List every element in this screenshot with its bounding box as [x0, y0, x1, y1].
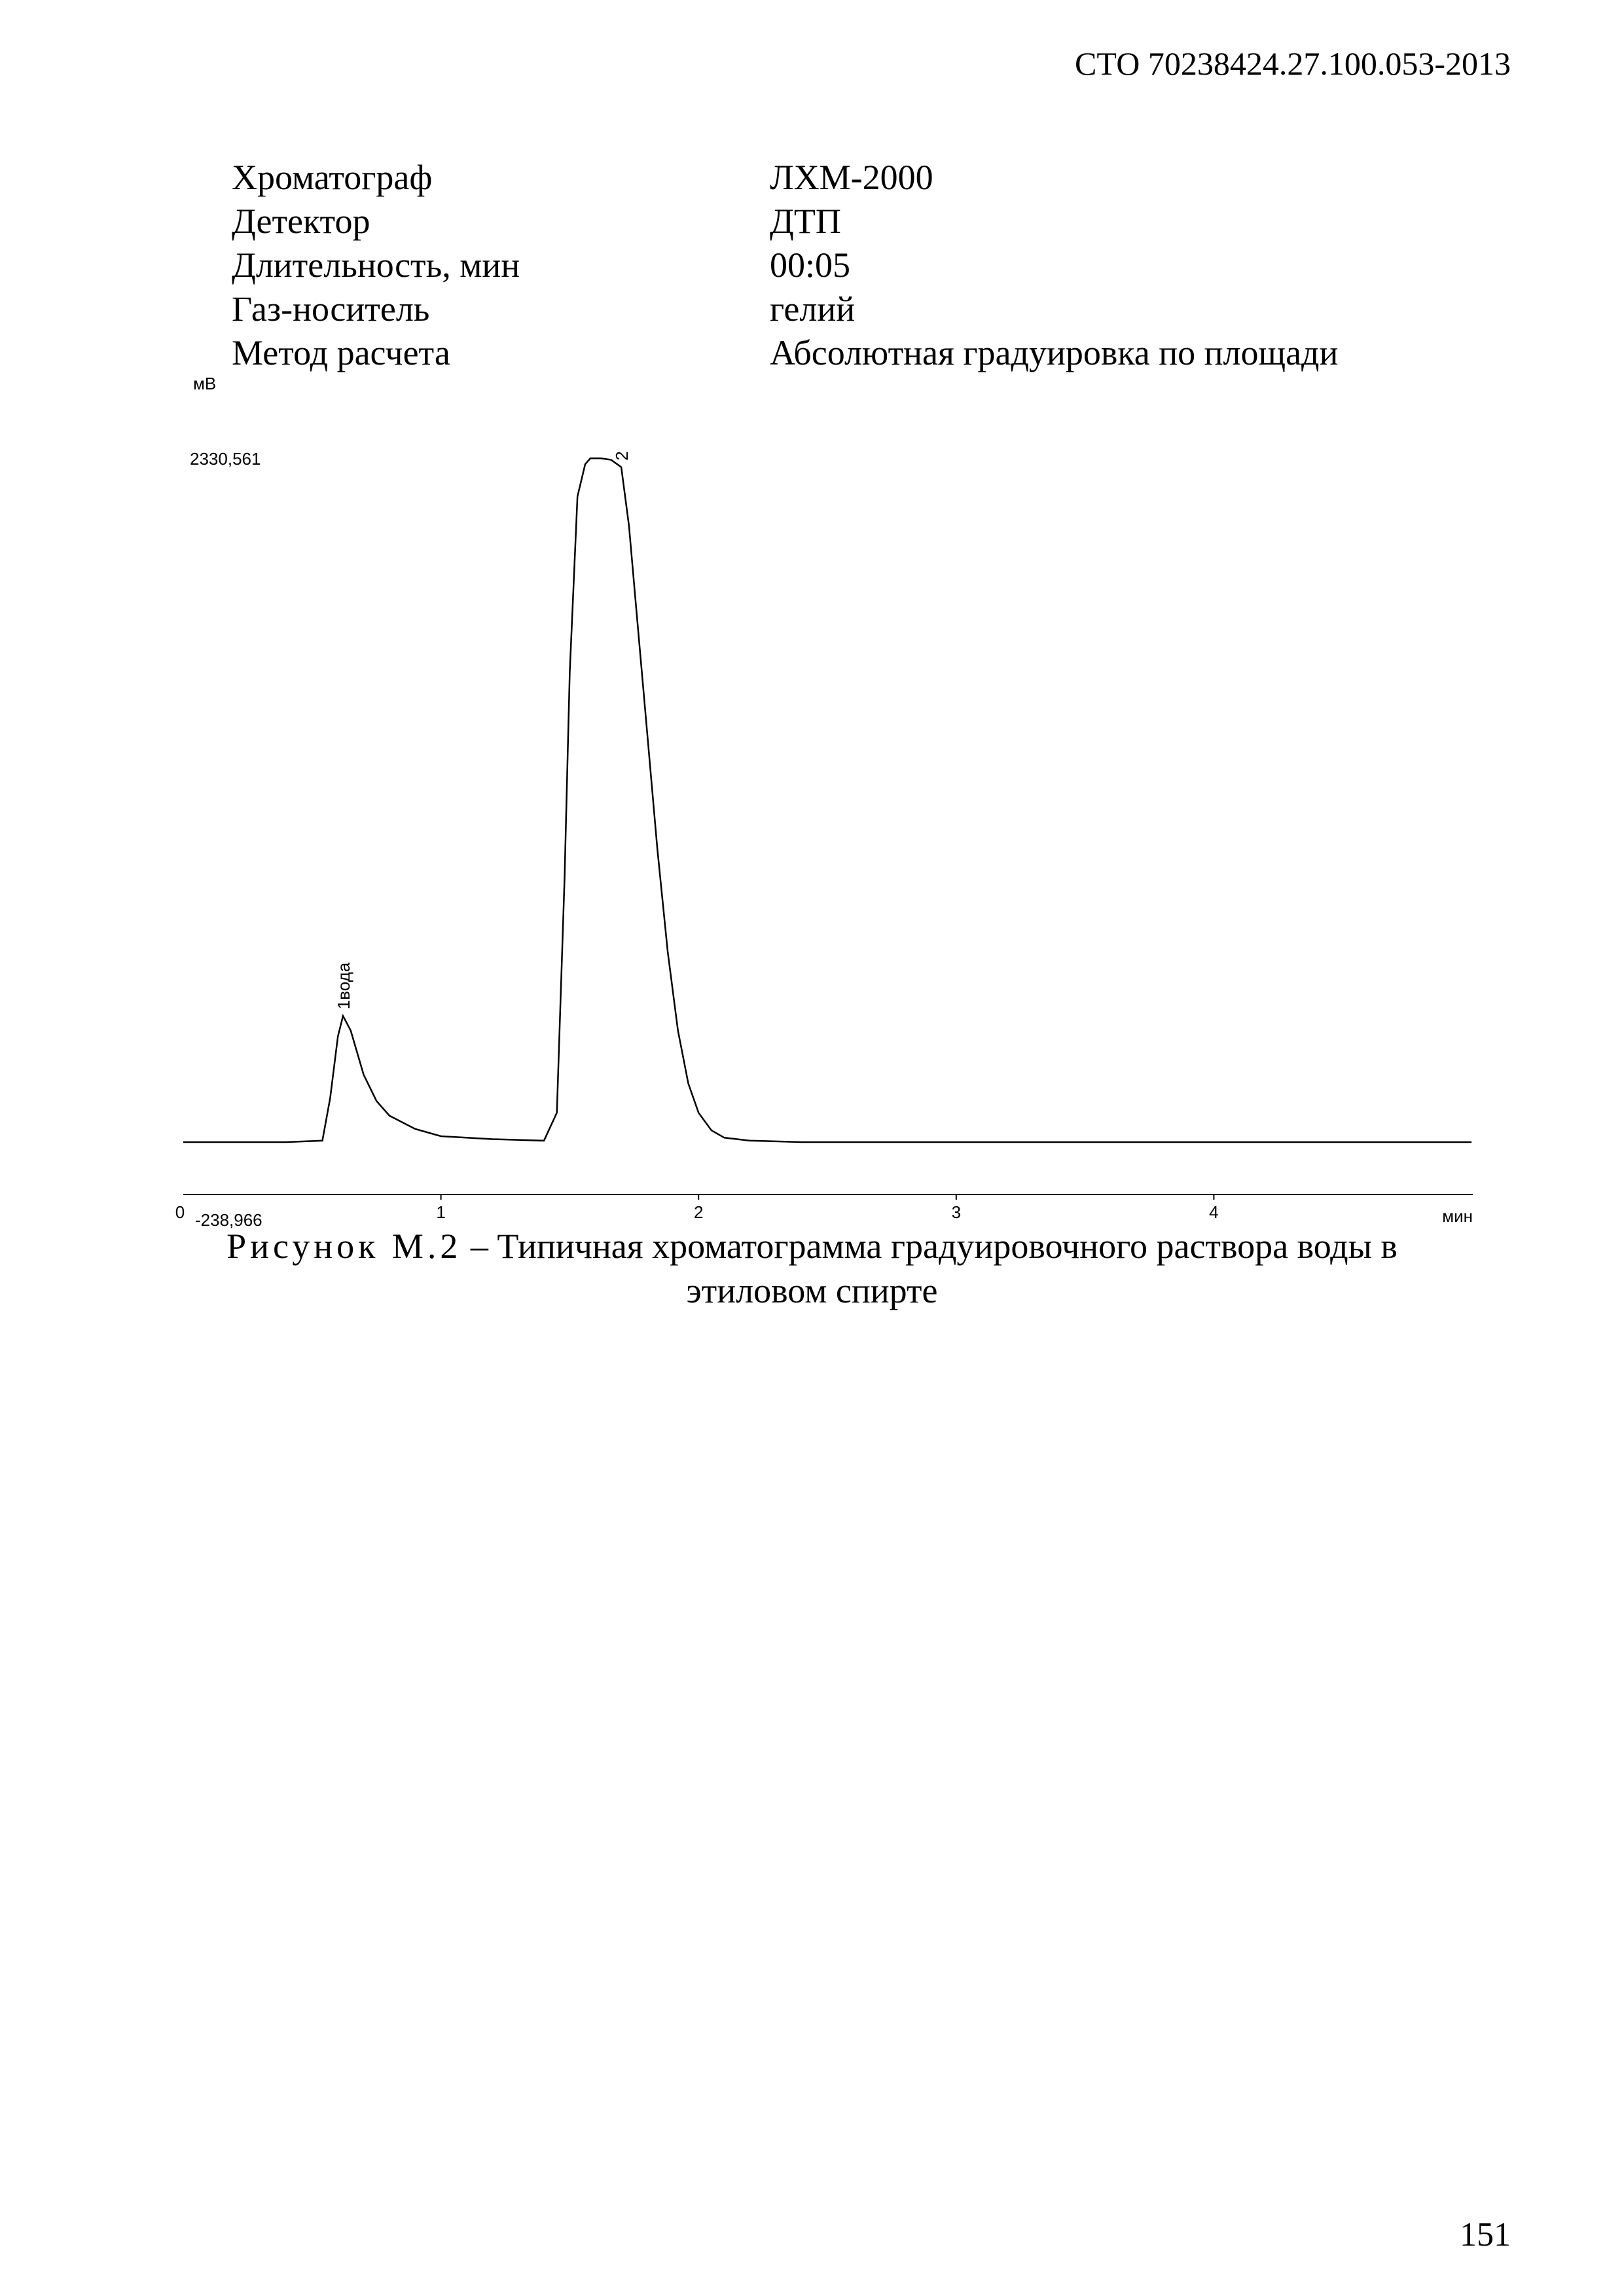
param-name: Детектор	[232, 202, 370, 241]
x-origin-label: 0	[175, 1202, 185, 1222]
chromatogram-trace	[183, 458, 1471, 1142]
x-tick-label: 3	[951, 1202, 962, 1222]
caption-text: – Типичная хроматограмма градуировочного раствора воды в	[470, 1227, 1398, 1266]
document-code: СТО 70238424.27.100.053-2013	[1075, 45, 1511, 82]
param-row	[232, 200, 1338, 243]
param-value: ЛХМ-2000	[770, 158, 933, 197]
param-name: Хроматограф	[232, 158, 433, 197]
y-max-label: 2330,561	[190, 449, 261, 469]
caption-line-2: этиловом спирте	[686, 1271, 938, 1310]
chromatogram-chart	[177, 370, 1486, 1240]
param-value: Абсолютная градуировка по площади	[770, 333, 1339, 372]
param-row	[232, 243, 1338, 287]
x-unit-label: мин	[1442, 1206, 1473, 1226]
param-row	[232, 331, 1338, 375]
page-number: 151	[1460, 2216, 1511, 2253]
param-value: гелий	[770, 289, 856, 329]
peak-labels	[334, 451, 632, 1009]
param-name: Газ-носитель	[232, 289, 430, 329]
param-row	[232, 156, 1338, 200]
x-tick-label: 4	[1209, 1202, 1219, 1222]
param-name: Метод расчета	[232, 333, 450, 372]
param-name: Длительность, мин	[232, 245, 520, 285]
x-tick-label: 1	[436, 1202, 446, 1222]
x-tick-label: 2	[693, 1202, 704, 1222]
peak-label: 1вода	[334, 962, 354, 1010]
param-row	[232, 287, 1338, 331]
param-value: 00:05	[770, 245, 851, 285]
figure-caption	[0, 1224, 1624, 1313]
caption-line-1	[0, 1224, 1624, 1268]
chromatography-parameters	[232, 156, 1338, 375]
x-ticks	[436, 1194, 1218, 1222]
figure-label: Рисунок М.2	[226, 1227, 462, 1266]
y-min-label: -238,966	[195, 1210, 262, 1230]
peak-label: 2	[612, 451, 632, 461]
y-axis-unit: мВ	[193, 374, 217, 393]
param-value: ДТП	[770, 202, 841, 241]
